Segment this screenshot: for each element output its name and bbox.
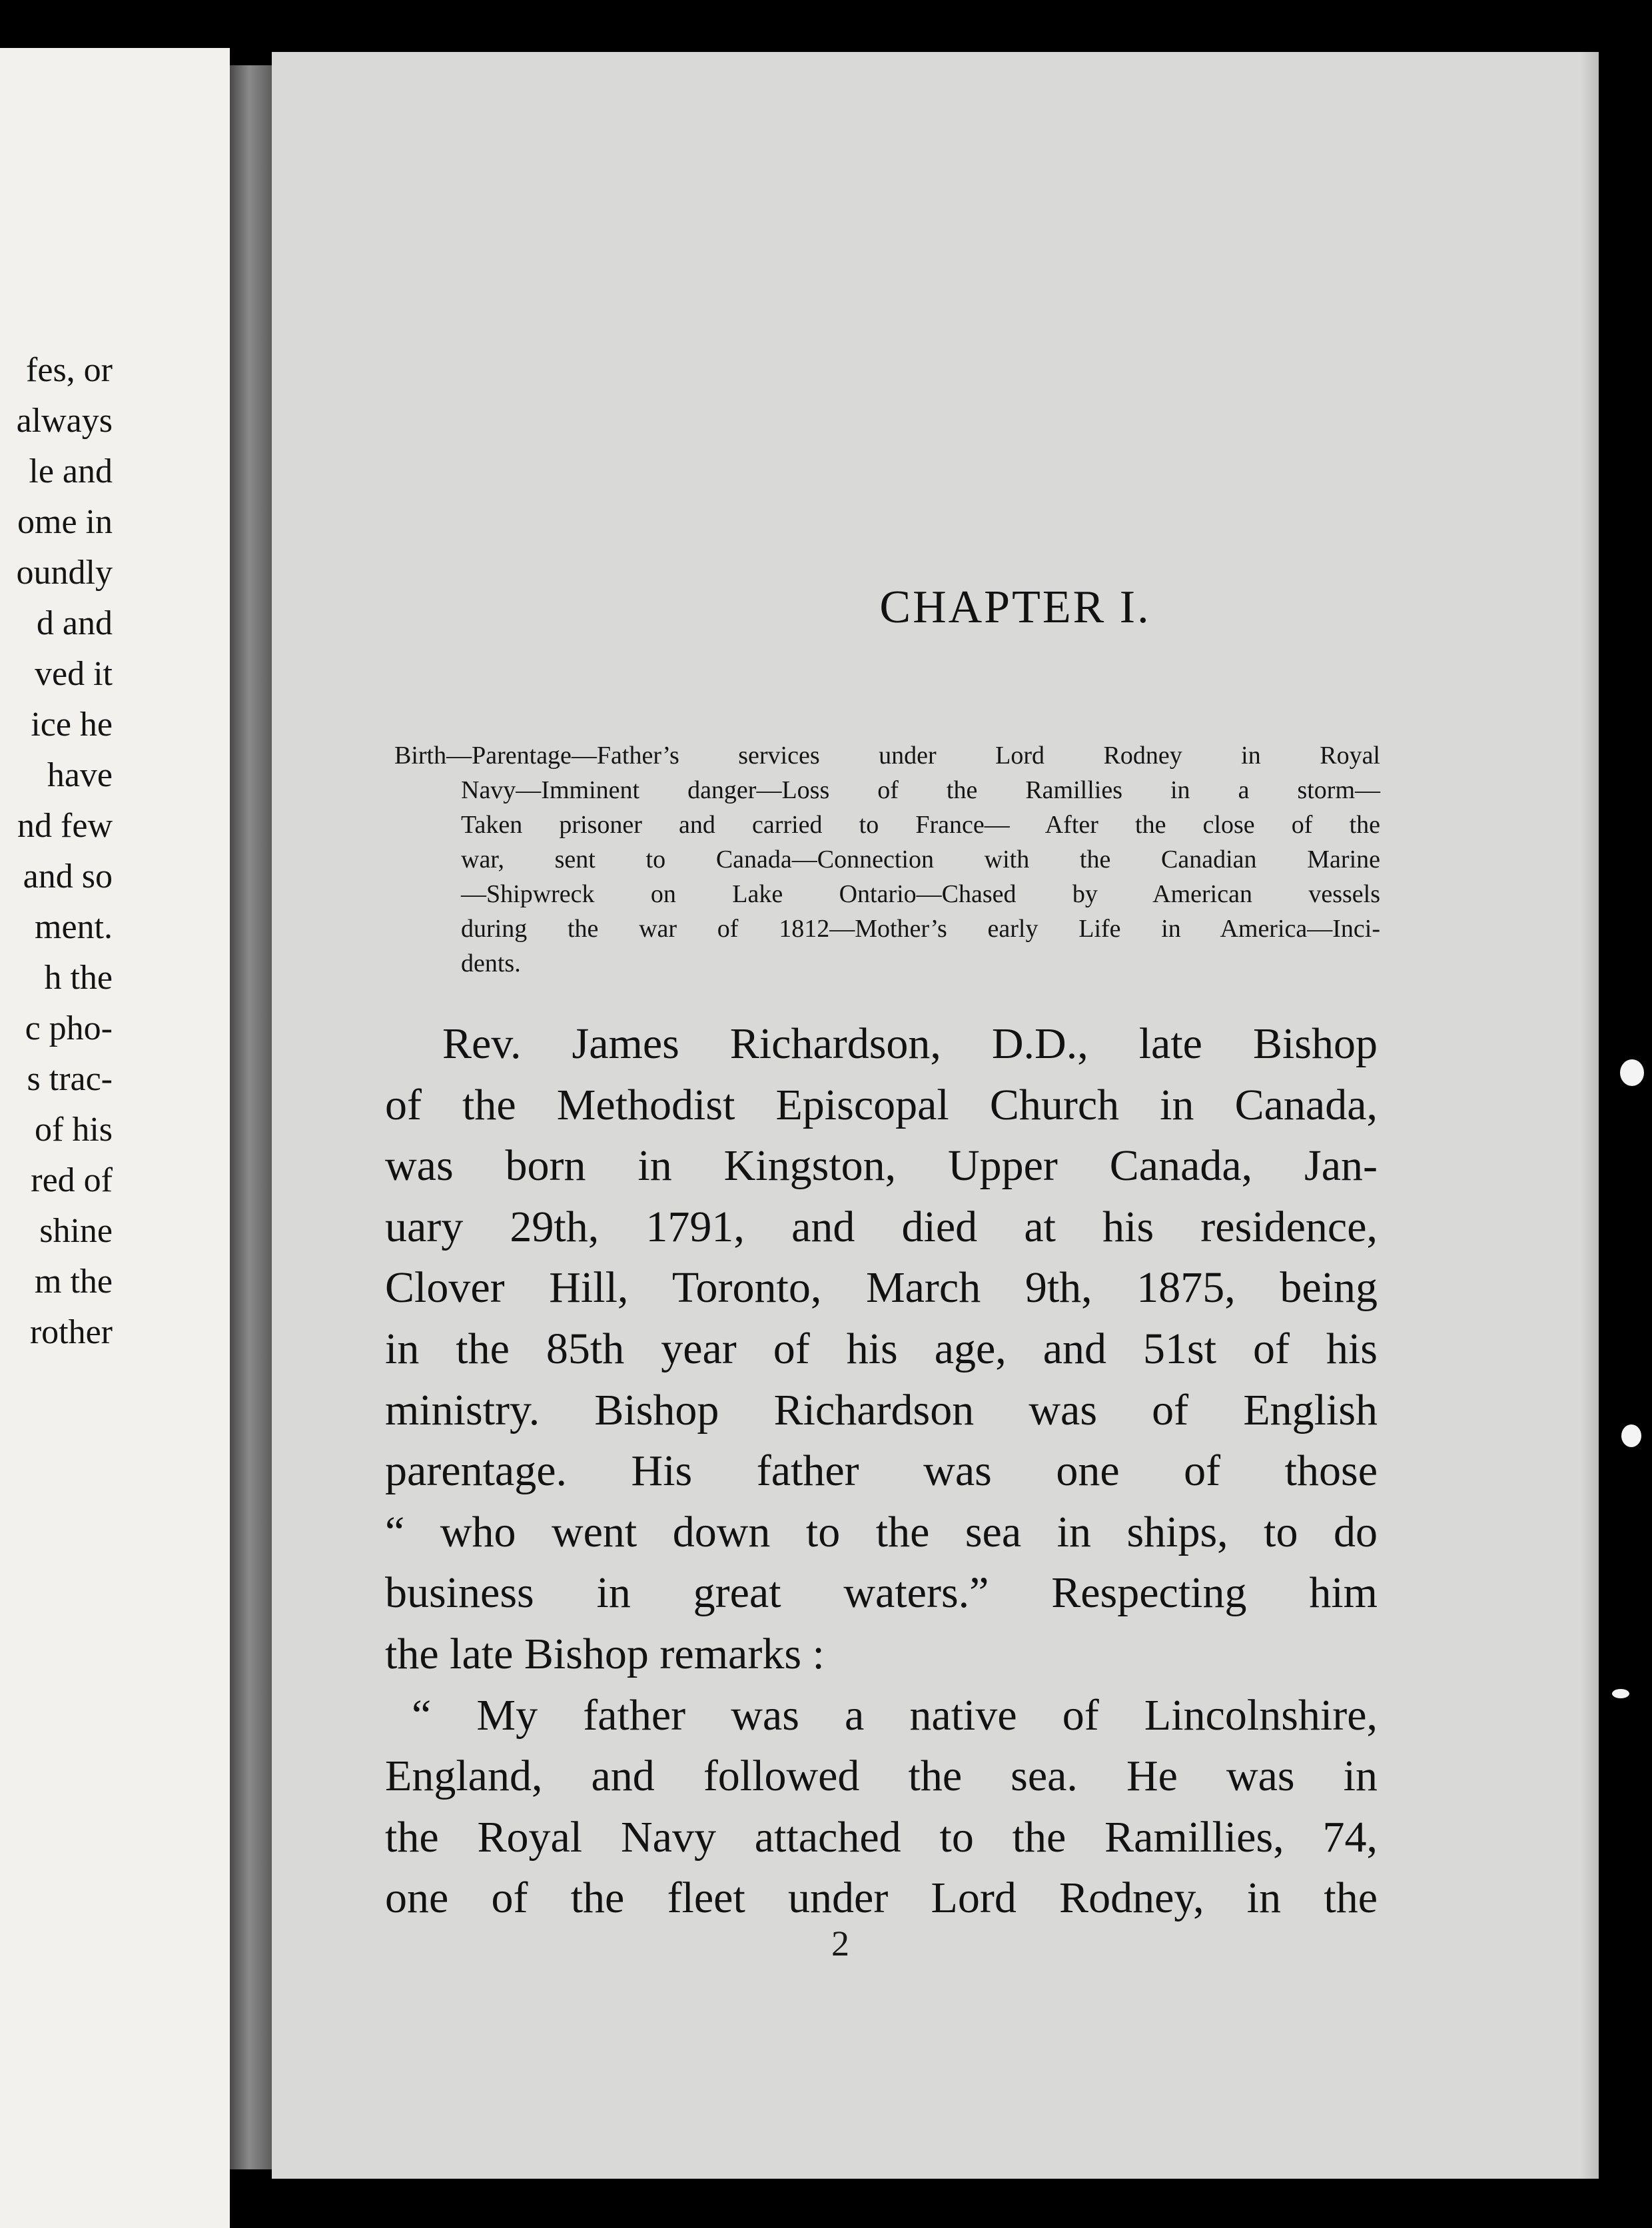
left-page-line: oundly xyxy=(16,554,113,592)
left-page-line: shine xyxy=(39,1212,113,1250)
left-page xyxy=(0,48,230,2228)
book-gutter xyxy=(230,65,273,2169)
body-line: the Royal Navy attached to the Ramillies, 74, xyxy=(385,1812,1378,1862)
body-text xyxy=(385,1013,1378,1929)
body-line: Clover Hill, Toronto, March 9th, 1875, being xyxy=(385,1263,1378,1313)
body-line: in the 85th year of his age, and 51st of his xyxy=(385,1324,1378,1373)
left-page-line: rother xyxy=(29,1313,113,1351)
left-page-line: ice he xyxy=(31,706,113,744)
left-page-line: red of xyxy=(31,1161,113,1199)
left-page-line: have xyxy=(47,756,113,794)
summary-line: war, sent to Canada—Connection with the Canadian Marine xyxy=(461,845,1380,873)
body-line: business in great waters.” Respecting him xyxy=(385,1568,1378,1618)
scan-speck xyxy=(1620,1059,1644,1086)
body-line: uary 29th, 1791, and died at his residence, xyxy=(385,1202,1378,1251)
summary-line: Navy—Imminent danger—Loss of the Ramillies in a storm— xyxy=(461,776,1380,804)
page-number: 2 xyxy=(831,1924,849,1963)
left-page-line: and so xyxy=(23,857,113,895)
left-page-line: of his xyxy=(35,1111,113,1149)
left-page-line: fes, or xyxy=(26,351,113,389)
body-line: was born in Kingston, Upper Canada, Jan- xyxy=(385,1141,1378,1191)
left-page-line: ved it xyxy=(35,655,113,693)
body-line: ministry. Bishop Richardson was of English xyxy=(385,1385,1378,1434)
left-page-line: le and xyxy=(29,452,113,490)
summary-line: Taken prisoner and carried to France— After the close of the xyxy=(461,811,1380,839)
left-page-line: h the xyxy=(44,959,113,997)
summary-line: —Shipwreck on Lake Ontario—Chased by American vessels xyxy=(461,880,1380,908)
body-line: one of the fleet under Lord Rodney, in the xyxy=(385,1874,1378,1923)
body-line: “ who went down to the sea in ships, to do xyxy=(385,1507,1378,1556)
body-line: England, and followed the sea. He was in xyxy=(385,1752,1378,1801)
scan-speck xyxy=(1621,1424,1641,1447)
right-page xyxy=(272,52,1599,2179)
body-line: “ My father was a native of Lincolnshire, xyxy=(412,1690,1378,1740)
body-line: parentage. His father was one of those xyxy=(385,1446,1378,1496)
left-page-line: d and xyxy=(36,604,113,642)
chapter-title: CHAPTER I. xyxy=(879,582,1151,633)
left-page-line: m the xyxy=(35,1263,113,1301)
left-page-line: s trac- xyxy=(27,1060,113,1098)
left-page-line: ome in xyxy=(17,503,113,541)
chapter-summary xyxy=(394,738,1652,981)
body-line: the late Bishop remarks : xyxy=(385,1629,825,1678)
left-page-line: c pho- xyxy=(25,1009,113,1047)
summary-line: during the war of 1812—Mother’s early Life in America—Inci- xyxy=(461,915,1380,943)
scan-speck xyxy=(1612,1689,1629,1698)
summary-line: dents. xyxy=(461,949,521,977)
left-page-line: always xyxy=(16,402,113,440)
body-line: Rev. James Richardson, D.D., late Bishop xyxy=(442,1019,1378,1068)
left-page-line: nd few xyxy=(17,807,113,845)
summary-line: Birth—Parentage—Father’s services under Lord Rodney in Royal xyxy=(394,742,1380,770)
body-line: of the Methodist Episcopal Church in Canada, xyxy=(385,1080,1378,1129)
left-page-line: ment. xyxy=(35,908,113,946)
